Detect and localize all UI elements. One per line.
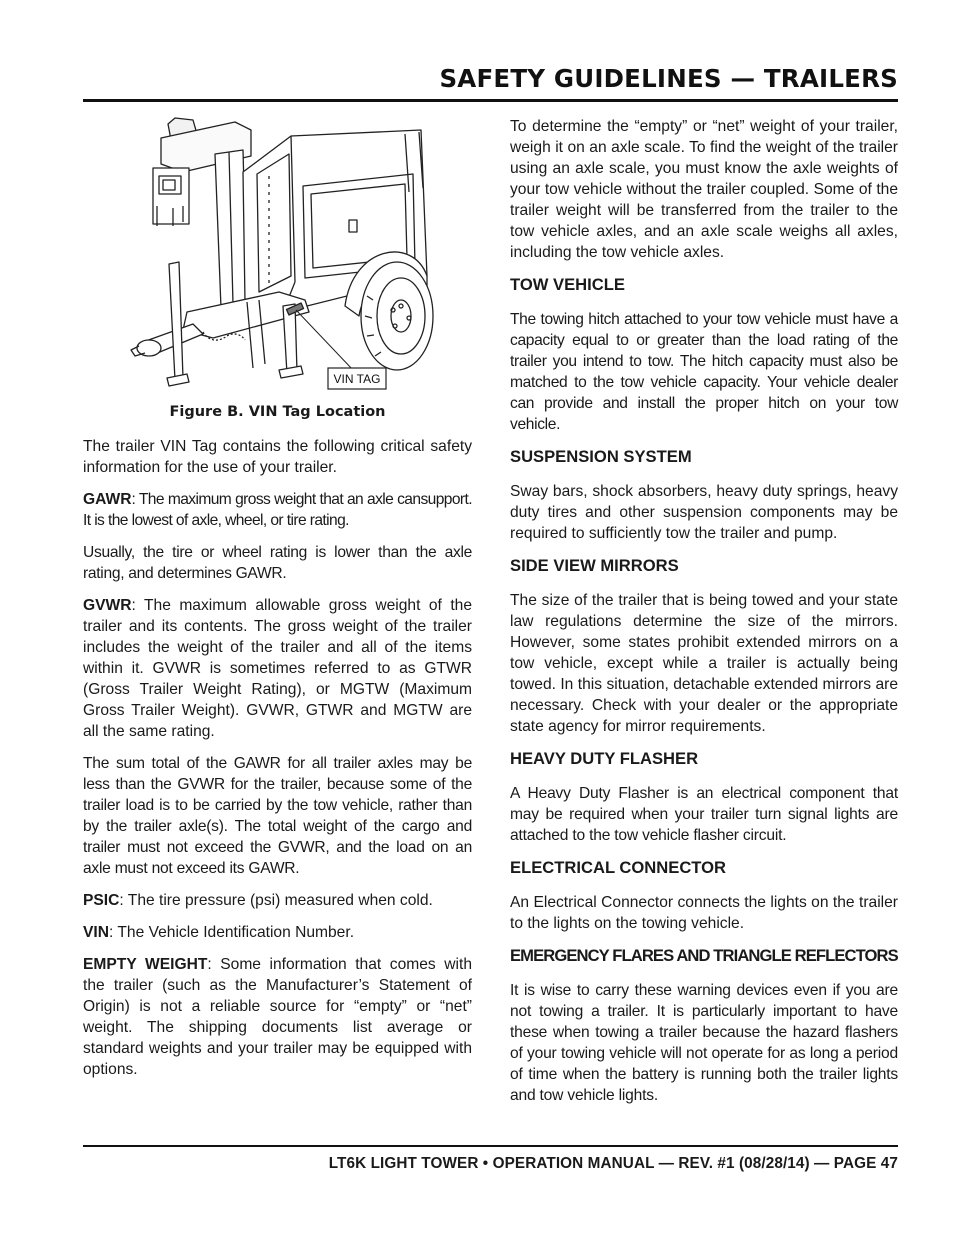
tow-vehicle-text: The towing hitch attached to your tow vehicle must have a capacity equal to or greater than the load rating of the trailer you intend to tow. The hitch capacity must also be matched to the tow vehicle capacity. Your vehicle dealer can provide and install the proper hitch on your tow vehicle. (510, 311, 898, 433)
vin-tag-callout: VIN TAG (333, 372, 381, 386)
vin-term: VIN (83, 924, 109, 941)
mirrors-heading: SIDE VIEW MIRRORS (510, 556, 679, 575)
axle-scale-paragraph: To determine the “empty” or “net” weight of your trailer, weigh it on an axle scale. To find the weight of the trailer using an axle scale, you must know the axle weights of your tow vehicle without the trailer coupled. Some of the trailer weight will be transferred from the trailer to the tow vehicle axles, and an axle scale weighs all axles, including the tow vehicle axles. (510, 118, 898, 261)
tow-vehicle-heading: TOW VEHICLE (510, 275, 625, 294)
page-title: SAFETY GUIDELINES — TRAILERS (439, 64, 898, 93)
connector-heading: ELECTRICAL CONNECTOR (510, 858, 727, 877)
gawr-definition (83, 489, 472, 531)
psic-term: PSIC (83, 892, 120, 909)
vin-text: : The Vehicle Identification Number. (109, 924, 355, 941)
psic-definition (83, 890, 472, 911)
gawr-term: GAWR (83, 491, 132, 508)
flasher-heading: HEAVY DUTY FLASHER (510, 749, 699, 768)
empty-weight-text: : Some information that comes with the trailer (such as the Manufacturer’s Statement of Origin) is not a reliable source for “empty” or “net” weight. The shipping documents list average or standard weights and your trailer may be equipped with options. (83, 956, 472, 1078)
footer-rule (83, 1145, 898, 1147)
mirrors-text: The size of the trailer that is being towed and your state law regulations determine the size of the mirrors. However, some states prohibit extended mirrors on a tow vehicle, except while a trailer is actually being towed. In this situation, detachable extended mirrors are necessary. Check with your dealer or the appropriate state agency for mirror requirements. (510, 592, 898, 735)
vin-tag-figure (83, 116, 472, 400)
flasher-text: A Heavy Duty Flasher is an electrical component that may be required when your trailer turn signal lights are attached to the tow vehicle flasher circuit. (510, 785, 898, 844)
vin-intro-paragraph: The trailer VIN Tag contains the following critical safety information for the use of your trailer. (83, 438, 472, 476)
page-footer: LT6K LIGHT TOWER • OPERATION MANUAL — REV. #1 (08/28/14) — PAGE 47 (328, 1155, 898, 1172)
empty-weight-definition (83, 954, 472, 1080)
gvwr-definition (83, 595, 472, 742)
psic-text: : The tire pressure (psi) measured when cold. (119, 892, 433, 909)
sum-paragraph: The sum total of the GAWR for all trailer axles may be less than the GVWR for the trailer, because some of the trailer load is to be carried by the tow vehicle, rather than by the trailer axle(s). The total weight of the cargo and trailer must not exceed the GVWR, and the load on an axle must not exceed its GAWR. (83, 755, 472, 877)
usually-paragraph: Usually, the tire or wheel rating is lower than the axle rating, and determines GAWR. (83, 544, 472, 582)
gvwr-term: GVWR (83, 597, 132, 614)
suspension-text: Sway bars, shock absorbers, heavy duty springs, heavy duty tires and other suspension components may be required to sufficiently tow the trailer and pump. (510, 483, 898, 542)
title-rule (83, 99, 898, 102)
trailer-illustration (83, 116, 472, 400)
vin-definition (83, 922, 472, 943)
gawr-text: : The maximum gross weight that an axle cansupport. It is the lowest of axle, wheel, or tire rating. (83, 491, 472, 529)
connector-text: An Electrical Connector connects the lights on the trailer to the lights on the towing vehicle. (510, 894, 898, 932)
gvwr-text: : The maximum allowable gross weight of the trailer and its contents. The gross weight of the trailer includes the weight of the trailer and all of the items within it. GVWR is sometimes referred to as GTWR (Gross Trailer Weight Rating), or MGTW (Maximum Gross Trailer Weight). GVWR, GTWR and MGTW are all the same rating. (83, 597, 472, 740)
right-column (510, 116, 898, 1118)
figure-caption: Figure B. VIN Tag Location (169, 404, 386, 420)
left-column (83, 116, 472, 1091)
flares-text: It is wise to carry these warning devices even if you are not towing a trailer. It is particularly important to have these when towing a trailer because the hazard flashers of your towing vehicle will not operate for as long a period of time when the battery is running both the trailer lights and tow vehicle lights. (510, 982, 898, 1104)
suspension-heading: SUSPENSION SYSTEM (510, 447, 692, 466)
empty-weight-term: EMPTY WEIGHT (83, 956, 208, 973)
flares-heading: EMERGENCY FLARES AND TRIANGLE REFLECTORS (510, 946, 898, 965)
